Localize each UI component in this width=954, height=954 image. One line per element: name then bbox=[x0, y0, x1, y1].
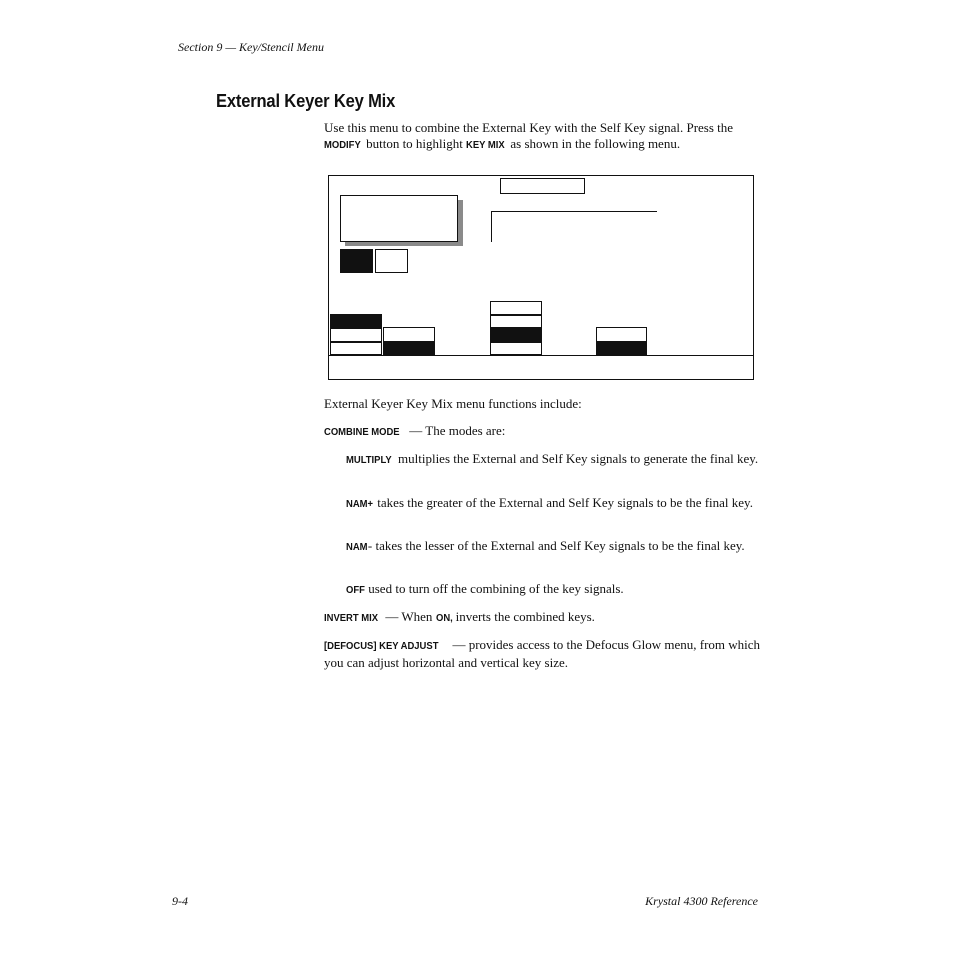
menu-button-1a[interactable] bbox=[330, 314, 382, 328]
intro-paragraph bbox=[324, 120, 764, 153]
on-keyword: ON, bbox=[435, 612, 453, 624]
menu-button-2a[interactable] bbox=[383, 327, 435, 342]
intro-text-3: as shown in the following menu. bbox=[507, 135, 681, 151]
menu-button-2b[interactable] bbox=[383, 342, 435, 355]
invert-mix-text-1: — When bbox=[382, 609, 436, 624]
page-title: External Keyer Key Mix bbox=[216, 91, 396, 111]
display-line-vertical bbox=[491, 211, 492, 242]
selected-indicator bbox=[340, 249, 373, 273]
menu-button-3d[interactable] bbox=[490, 342, 542, 355]
page-number: 9-4 bbox=[172, 894, 188, 908]
combine-mode-paragraph bbox=[324, 423, 744, 441]
defocus-text: — provides access to the Defocus Glow menu, from which you can adjust horizontal and vertical key size. bbox=[324, 637, 761, 670]
mode-nam-minus bbox=[346, 538, 761, 556]
display-line-horizontal bbox=[491, 211, 657, 212]
nam-minus-text: - takes the lesser of the External and Self Key signals to be the final key. bbox=[367, 538, 745, 553]
defocus-keyword: [DEFOCUS] KEY ADJUST bbox=[324, 640, 439, 652]
mode-multiply bbox=[346, 451, 761, 469]
mode-off bbox=[346, 581, 761, 599]
menu-bottom-divider bbox=[329, 355, 753, 356]
functions-intro: External Keyer Key Mix menu functions include: bbox=[324, 396, 582, 411]
multiply-keyword: MULTIPLY bbox=[346, 454, 392, 466]
off-keyword: OFF bbox=[346, 584, 365, 596]
running-header: Section 9 — Key/Stencil Menu bbox=[178, 40, 324, 54]
multiply-text: multiplies the External and Self Key signals to generate the final key. bbox=[394, 451, 759, 466]
invert-mix-paragraph bbox=[324, 609, 744, 627]
combine-mode-keyword: COMBINE MODE bbox=[324, 426, 400, 438]
menu-title-box bbox=[500, 178, 585, 194]
book-title: Krystal 4300 Reference bbox=[645, 894, 758, 908]
nam-minus-keyword: NAM bbox=[346, 541, 368, 553]
nam-plus-text: takes the greater of the External and Self Key signals to be the final key. bbox=[374, 495, 753, 510]
menu-button-1b[interactable] bbox=[330, 328, 382, 342]
menu-button-3a[interactable] bbox=[490, 301, 542, 315]
defocus-paragraph bbox=[324, 637, 764, 670]
menu-button-3c[interactable] bbox=[490, 328, 542, 342]
menu-button-1c[interactable] bbox=[330, 342, 382, 355]
intro-text-1: Use this menu to combine the External Key with the Self Key signal. Press the bbox=[324, 120, 734, 135]
invert-mix-keyword: INVERT MIX bbox=[324, 612, 379, 624]
invert-mix-text-2: inverts the combined keys. bbox=[452, 609, 595, 624]
menu-button-3b[interactable] bbox=[490, 315, 542, 328]
nam-plus-keyword: NAM+ bbox=[346, 498, 374, 510]
status-box bbox=[340, 195, 458, 242]
off-text: used to turn off the combining of the key signals. bbox=[365, 581, 624, 596]
intro-text-2: button to highlight bbox=[362, 135, 467, 151]
key-mix-keyword: KEY MIX bbox=[466, 138, 505, 151]
unselected-indicator bbox=[375, 249, 408, 273]
key-mix-menu-diagram bbox=[328, 175, 754, 380]
menu-button-4b[interactable] bbox=[596, 342, 647, 355]
menu-button-4a[interactable] bbox=[596, 327, 647, 342]
mode-nam-plus bbox=[346, 495, 761, 513]
combine-mode-text: — The modes are: bbox=[406, 423, 506, 438]
modify-keyword: MODIFY bbox=[324, 138, 361, 151]
